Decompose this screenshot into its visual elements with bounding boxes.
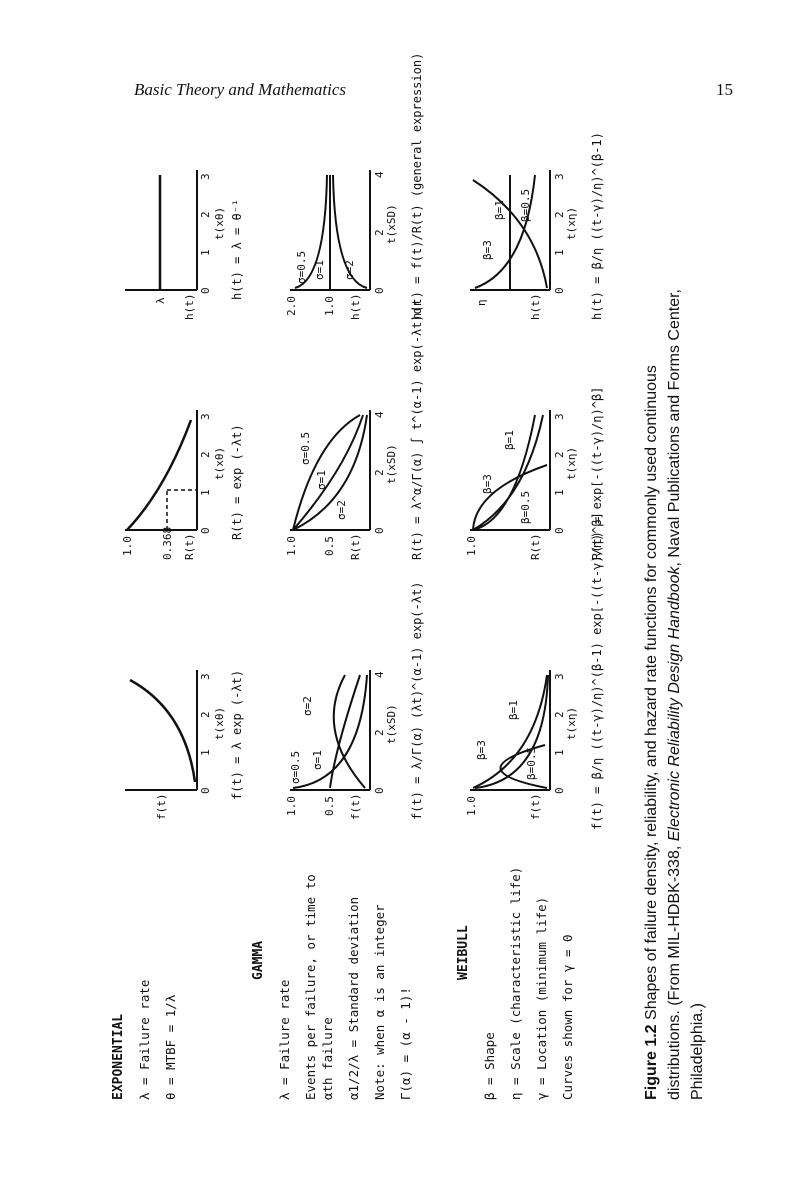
svg-text:2: 2 xyxy=(553,451,566,458)
svg-text:4: 4 xyxy=(373,171,386,178)
legend-gamma-title: GAMMA xyxy=(251,940,266,980)
exp-f-curve xyxy=(130,680,195,782)
svg-text:2: 2 xyxy=(373,229,386,236)
gamma-r-plot xyxy=(275,360,400,560)
svg-text:t(xη): t(xη) xyxy=(565,206,578,240)
legend-line: Note: when α is an integer xyxy=(372,904,387,1100)
gamma-f-plot xyxy=(275,620,400,820)
svg-text:0: 0 xyxy=(553,287,566,294)
svg-text:f(t): f(t) xyxy=(349,793,362,820)
svg-text:3: 3 xyxy=(553,673,566,680)
legend-line: β = Shape xyxy=(482,1032,497,1100)
axis-label-r: R(t) xyxy=(183,533,196,560)
legend-line: γ = Location (minimum life) xyxy=(534,896,549,1100)
legend-line: Γ(α) = (α - 1)! xyxy=(398,987,413,1100)
weibull-h-formula: h(t) = β/η ((t-γ)/η)^(β-1) xyxy=(590,132,604,320)
gamma-h-formula: h(t) = f(t)/R(t) (general expression) xyxy=(410,52,424,320)
running-header: Basic Theory and Mathematics xyxy=(134,80,346,99)
svg-text:2: 2 xyxy=(373,469,386,476)
exp-h-plot xyxy=(105,130,226,320)
legend-line: λ = Failure rate xyxy=(277,979,292,1100)
svg-text:β=3: β=3 xyxy=(481,240,494,260)
svg-text:σ=2: σ=2 xyxy=(335,500,348,520)
svg-text:σ=1: σ=1 xyxy=(313,260,326,280)
svg-text:1: 1 xyxy=(553,749,566,756)
axis-label-t: t(xθ) xyxy=(213,706,226,740)
exp-f-formula: f(t) = λ exp (-λt) xyxy=(230,669,244,800)
svg-text:2: 2 xyxy=(199,451,212,458)
svg-text:1: 1 xyxy=(199,249,212,256)
caption-text: Shapes of failure density, reliability, and hazard rate functions for commonly used continuous distributions. (From MIL-HDBK-338, xyxy=(643,365,683,1100)
svg-text:1: 1 xyxy=(553,489,566,496)
exp-r-plot xyxy=(105,370,226,560)
svg-text:h(t): h(t) xyxy=(349,293,362,320)
svg-text:1.0: 1.0 xyxy=(465,536,478,556)
svg-text:β=1: β=1 xyxy=(507,700,520,720)
figure-caption xyxy=(640,280,709,1100)
svg-text:3: 3 xyxy=(553,413,566,420)
svg-text:0: 0 xyxy=(199,527,212,534)
weibull-f-formula: f(t) = β/η ((t-γ)/η)^(β-1) exp[-((t-γ)/η)^β] xyxy=(590,512,604,830)
legend-line: θ = MTBF = 1/λ xyxy=(163,994,178,1100)
weibull-r-plot xyxy=(455,360,580,560)
svg-text:0.5: 0.5 xyxy=(323,796,336,816)
svg-text:β=0.5: β=0.5 xyxy=(519,490,532,524)
exp-r-curve xyxy=(127,420,191,530)
svg-text:σ=2: σ=2 xyxy=(343,260,356,280)
legend-line: α1/2/λ = Standard deviation xyxy=(346,896,361,1100)
svg-text:t(xSD): t(xSD) xyxy=(385,444,398,484)
svg-text:h(t): h(t) xyxy=(529,293,542,320)
caption-label: Figure 1.2 xyxy=(643,1024,660,1100)
weibull-r-formula: R(t) = exp[-((t-γ)/η)^β] xyxy=(590,386,604,560)
svg-text:σ=0.5: σ=0.5 xyxy=(299,431,312,465)
svg-text:3: 3 xyxy=(199,173,212,180)
page-number: 15 xyxy=(716,80,733,99)
svg-text:2: 2 xyxy=(553,211,566,218)
legend-exponential xyxy=(110,850,188,1100)
svg-text:β=1: β=1 xyxy=(503,430,516,450)
exp-h-formula: h(t) = λ = θ⁻¹ xyxy=(230,198,244,300)
svg-text:0: 0 xyxy=(553,527,566,534)
svg-text:h(t): h(t) xyxy=(183,293,196,320)
svg-text:0.5: 0.5 xyxy=(323,536,336,556)
gamma-f-formula: f(t) = λ/Γ(α) (λt)^(α-1) exp(-λt) xyxy=(410,581,424,820)
svg-text:σ=1: σ=1 xyxy=(311,750,324,770)
tick: 2 xyxy=(199,711,212,718)
svg-text:4: 4 xyxy=(373,411,386,418)
svg-text:2.0: 2.0 xyxy=(285,296,298,316)
svg-text:σ=1: σ=1 xyxy=(315,470,328,490)
svg-text:0: 0 xyxy=(373,287,386,294)
svg-text:β=3: β=3 xyxy=(481,474,494,494)
svg-text:t(xθ): t(xθ) xyxy=(213,446,226,480)
legend-weibull-title: WEIBULL xyxy=(456,925,471,980)
svg-text:2: 2 xyxy=(373,729,386,736)
svg-text:1.0: 1.0 xyxy=(465,796,478,816)
svg-text:t(xSD): t(xSD) xyxy=(385,704,398,744)
svg-text:2: 2 xyxy=(553,711,566,718)
svg-text:t(xθ): t(xθ) xyxy=(213,206,226,240)
legend-gamma xyxy=(250,850,423,1100)
gamma-h-plot xyxy=(275,120,400,320)
caption-text-end: , Naval Publications and Forms Center, Philadelphia.) xyxy=(666,288,706,1100)
svg-text:R(t): R(t) xyxy=(529,533,542,560)
svg-text:3: 3 xyxy=(553,173,566,180)
legend-exponential-title: EXPONENTIAL xyxy=(111,1013,126,1100)
svg-text:0: 0 xyxy=(373,787,386,794)
svg-text:η: η xyxy=(475,299,488,306)
svg-text:0: 0 xyxy=(373,527,386,534)
svg-text:1: 1 xyxy=(553,249,566,256)
svg-text:1.0: 1.0 xyxy=(285,796,298,816)
legend-line: Curves shown for γ = 0 xyxy=(560,934,575,1100)
svg-text:f(t): f(t) xyxy=(529,793,542,820)
exp-f-plot xyxy=(105,630,226,820)
svg-text:1.0: 1.0 xyxy=(323,296,336,316)
svg-text:λ: λ xyxy=(154,297,167,304)
svg-text:0: 0 xyxy=(199,287,212,294)
svg-text:1.0: 1.0 xyxy=(121,536,134,556)
svg-text:β=0.5: β=0.5 xyxy=(519,188,532,222)
weibull-h-plot xyxy=(455,120,580,320)
svg-text:β=0.5: β=0.5 xyxy=(525,746,538,780)
svg-text:t(xη): t(xη) xyxy=(565,446,578,480)
svg-text:t(xη): t(xη) xyxy=(565,706,578,740)
gamma-r-formula: R(t) = λ^α/Γ(α) ∫ t^(α-1) exp(-λt)dr xyxy=(410,299,424,560)
svg-text:0: 0 xyxy=(553,787,566,794)
tick: 0 xyxy=(199,787,212,794)
svg-text:1.0: 1.0 xyxy=(285,536,298,556)
svg-text:0.368: 0.368 xyxy=(161,526,174,560)
svg-text:2: 2 xyxy=(199,211,212,218)
caption-source: Electronic Reliability Design Handbook xyxy=(666,566,683,842)
axis-label-f: f(t) xyxy=(155,793,168,820)
svg-text:β=3: β=3 xyxy=(475,740,488,760)
legend-line: Events per failure, or time to αth failure xyxy=(303,874,335,1100)
svg-text:t(xSD): t(xSD) xyxy=(385,204,398,244)
svg-text:σ=0.5: σ=0.5 xyxy=(289,750,302,784)
svg-text:4: 4 xyxy=(373,671,386,678)
svg-text:R(t): R(t) xyxy=(349,533,362,560)
weibull-f-plot xyxy=(455,620,580,820)
svg-text:σ=0.5: σ=0.5 xyxy=(295,250,308,284)
svg-text:1: 1 xyxy=(199,489,212,496)
legend-line: λ = Failure rate xyxy=(137,979,152,1100)
legend-weibull xyxy=(455,850,585,1100)
svg-text:σ=2: σ=2 xyxy=(301,696,314,716)
legend-line: η = Scale (characteristic life) xyxy=(508,866,523,1100)
svg-text:β=1: β=1 xyxy=(493,200,506,220)
tick: 3 xyxy=(199,673,212,680)
exp-r-formula: R(t) = exp (-λt) xyxy=(230,424,244,540)
tick: 1 xyxy=(199,749,212,756)
svg-text:3: 3 xyxy=(199,413,212,420)
